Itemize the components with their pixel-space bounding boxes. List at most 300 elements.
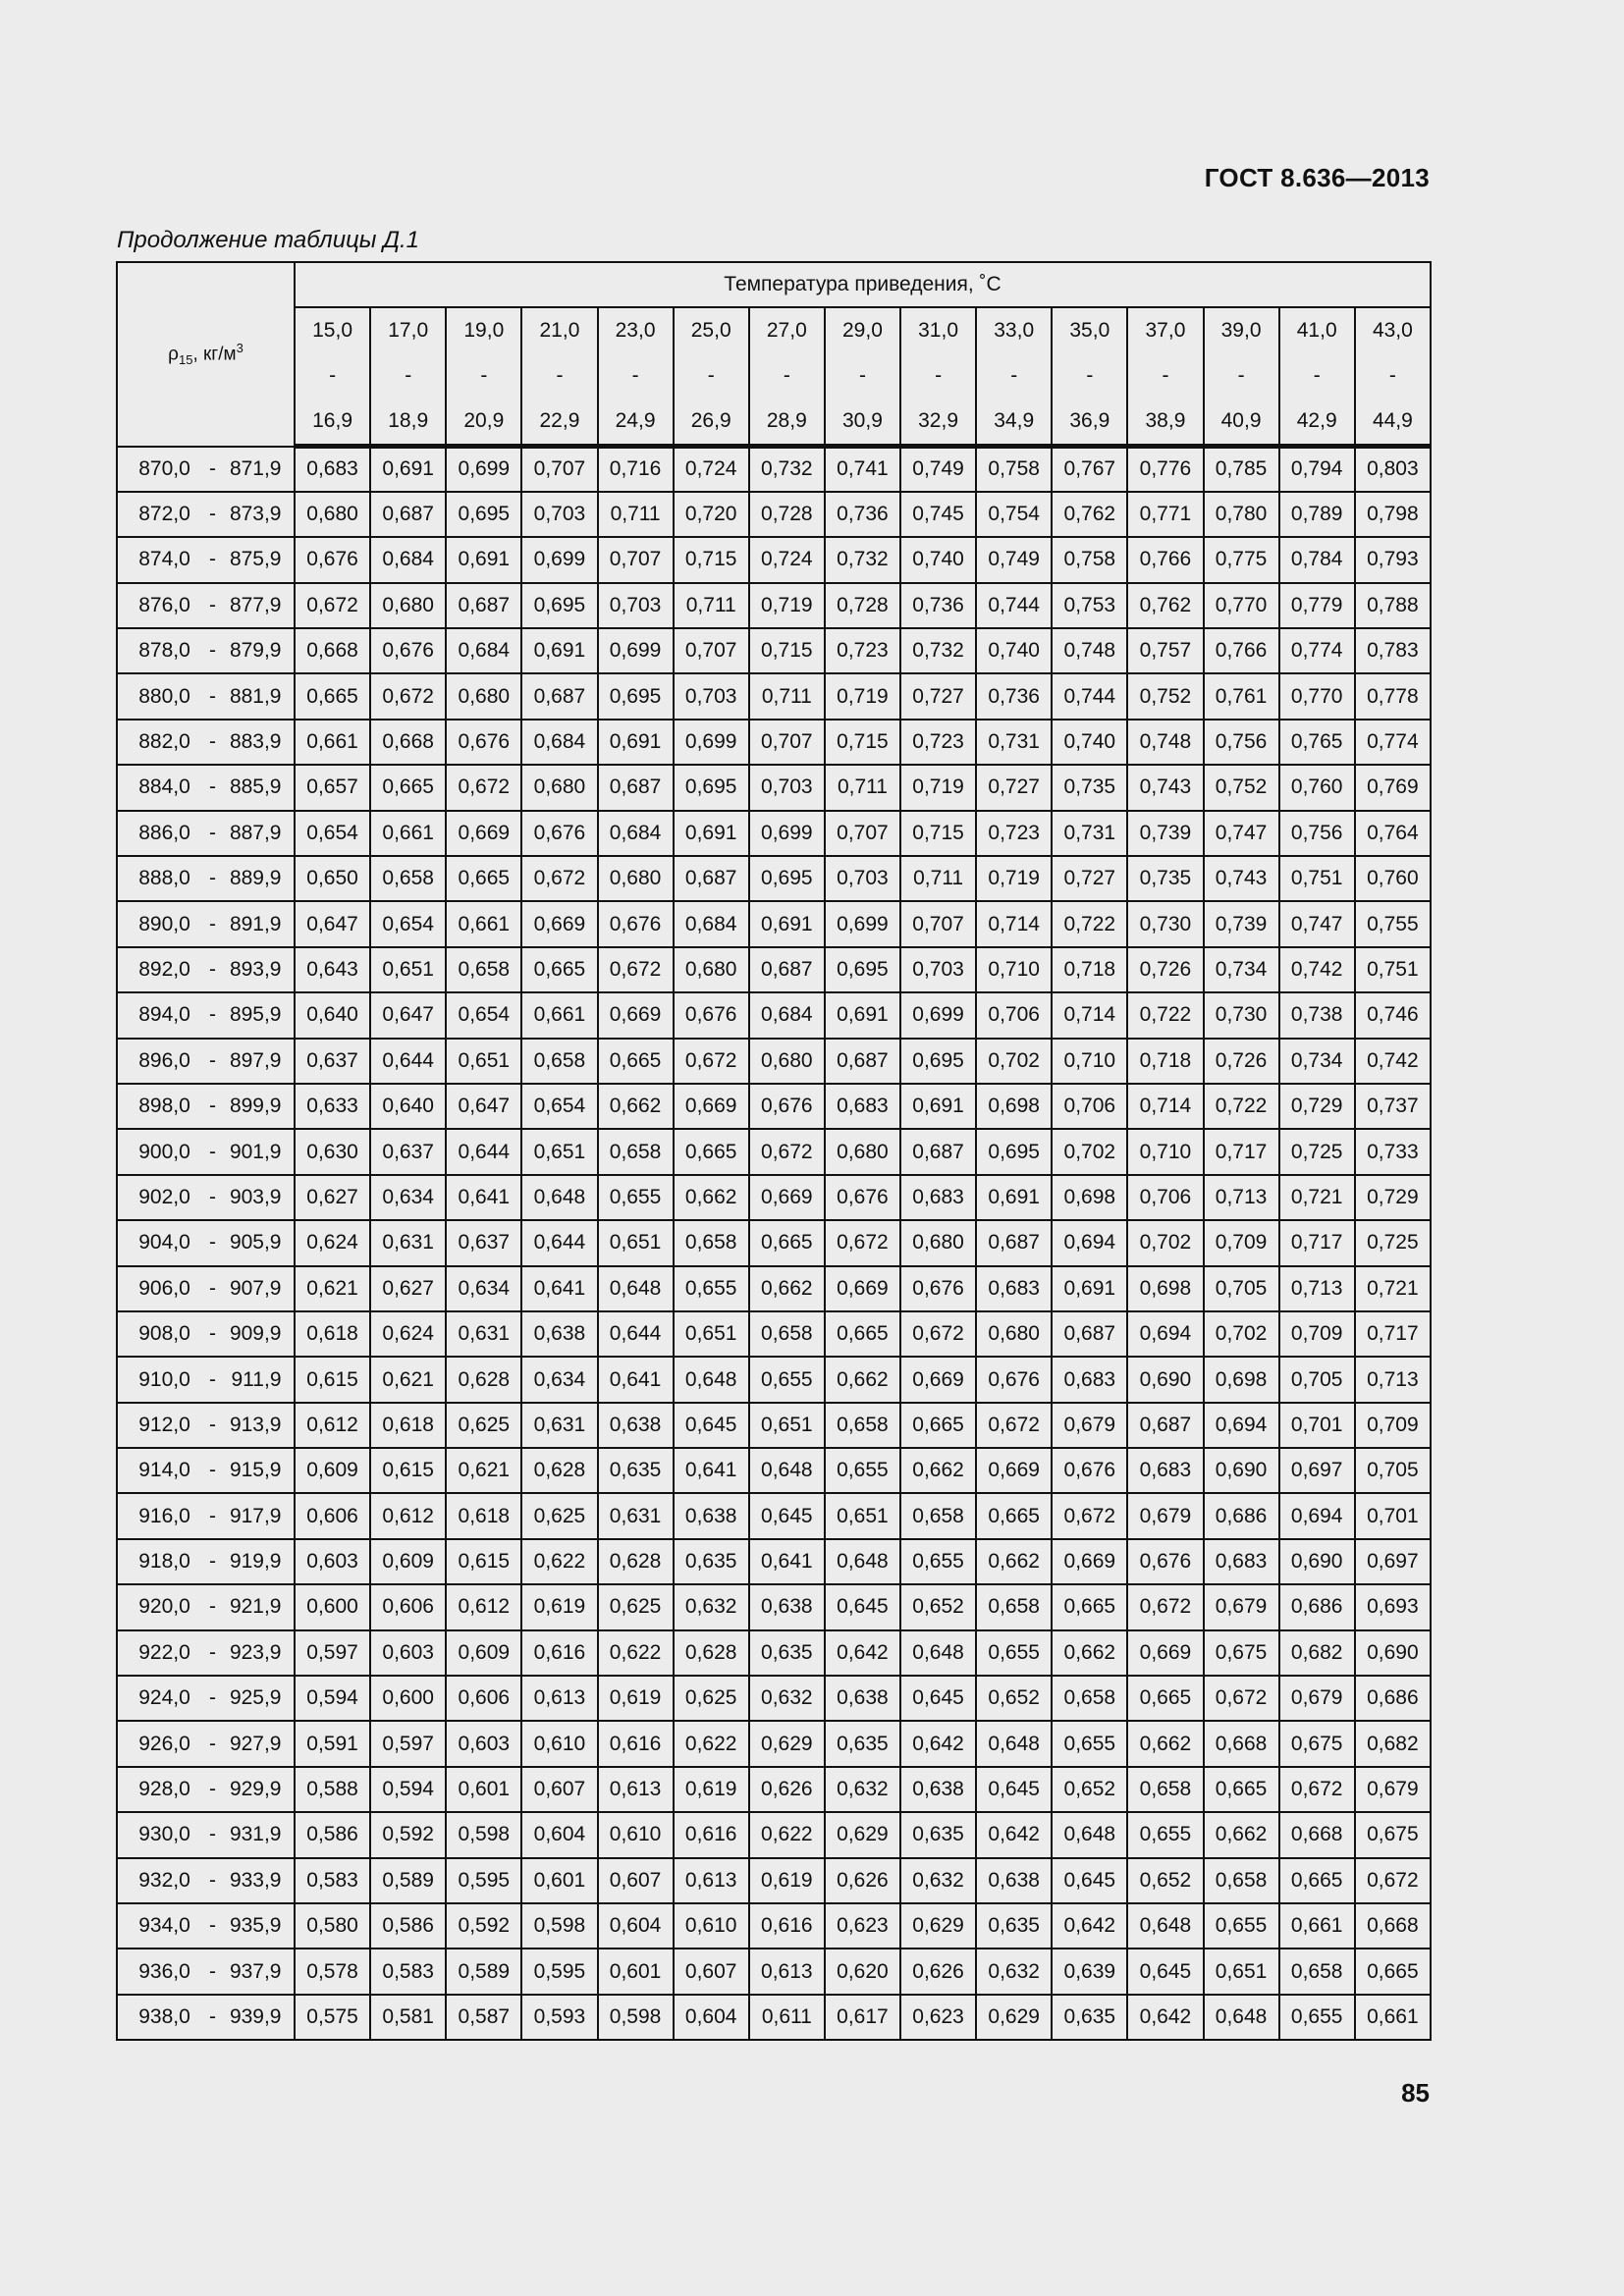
table-cell: 0,603 bbox=[446, 1721, 521, 1766]
table-cell: 0,668 bbox=[1355, 1903, 1431, 1949]
density-range-cell bbox=[117, 583, 295, 628]
table-cell: 0,595 bbox=[446, 1858, 521, 1903]
table-cell: 0,699 bbox=[521, 537, 597, 582]
table-cell: 0,695 bbox=[825, 947, 900, 992]
table-cell: 0,606 bbox=[446, 1676, 521, 1721]
table-cell: 0,679 bbox=[1355, 1767, 1431, 1812]
table-cell: 0,622 bbox=[598, 1630, 674, 1676]
density-range-start: 890,0 bbox=[138, 912, 190, 935]
table-cell: 0,638 bbox=[521, 1311, 597, 1357]
density-range-cell bbox=[117, 1403, 295, 1448]
table-cell: 0,715 bbox=[674, 537, 749, 582]
table-cell: 0,676 bbox=[295, 537, 370, 582]
table-cell: 0,648 bbox=[1127, 1903, 1203, 1949]
table-cell: 0,747 bbox=[1279, 901, 1355, 946]
table-cell: 0,642 bbox=[1052, 1903, 1127, 1949]
table-cell: 0,765 bbox=[1279, 720, 1355, 765]
density-range-start: 892,0 bbox=[138, 957, 190, 981]
table-cell: 0,754 bbox=[976, 492, 1052, 537]
table-cell: 0,687 bbox=[370, 492, 446, 537]
table-cell: 0,657 bbox=[295, 765, 370, 810]
table-cell: 0,658 bbox=[825, 1403, 900, 1448]
table-cell: 0,665 bbox=[976, 1493, 1052, 1538]
table-cell: 0,748 bbox=[1127, 720, 1203, 765]
table-cell: 0,637 bbox=[295, 1039, 370, 1084]
table-cell: 0,635 bbox=[825, 1721, 900, 1766]
density-range-dash: - bbox=[209, 1914, 216, 1938]
table-cell: 0,756 bbox=[1204, 720, 1279, 765]
table-cell: 0,707 bbox=[674, 628, 749, 673]
table-cell: 0,643 bbox=[295, 947, 370, 992]
table-cell: 0,648 bbox=[598, 1266, 674, 1311]
density-range-end: 883,9 bbox=[229, 730, 282, 754]
table-cell: 0,684 bbox=[674, 901, 749, 946]
table-cell: 0,647 bbox=[446, 1084, 521, 1129]
table-cell: 0,727 bbox=[1052, 856, 1127, 901]
density-range-dash: - bbox=[209, 684, 216, 708]
table-row bbox=[117, 1039, 1431, 1084]
table-cell: 0,711 bbox=[674, 583, 749, 628]
table-cell: 0,711 bbox=[749, 673, 825, 719]
table-cell: 0,609 bbox=[446, 1630, 521, 1676]
range-end: 42,9 bbox=[1296, 409, 1337, 432]
range-start: 29,0 bbox=[842, 319, 883, 342]
table-cell: 0,632 bbox=[976, 1949, 1052, 1994]
range-dash: - bbox=[1086, 364, 1094, 387]
table-cell: 0,640 bbox=[370, 1084, 446, 1129]
table-cell: 0,717 bbox=[1355, 1311, 1431, 1357]
table-cell: 0,624 bbox=[295, 1220, 370, 1265]
table-cell: 0,625 bbox=[521, 1493, 597, 1538]
table-cell: 0,687 bbox=[598, 765, 674, 810]
table-row bbox=[117, 492, 1431, 537]
table-cell: 0,640 bbox=[295, 992, 370, 1038]
temperature-range-header bbox=[295, 307, 370, 447]
table-cell: 0,701 bbox=[1279, 1403, 1355, 1448]
range-end: 26,9 bbox=[690, 409, 731, 432]
table-row bbox=[117, 673, 1431, 719]
range-end: 24,9 bbox=[615, 409, 656, 432]
density-range-cell bbox=[117, 1357, 295, 1402]
table-cell: 0,776 bbox=[1127, 447, 1203, 492]
table-row bbox=[117, 1812, 1431, 1857]
table-cell: 0,711 bbox=[900, 856, 976, 901]
table-cell: 0,625 bbox=[598, 1584, 674, 1629]
table-cell: 0,687 bbox=[749, 947, 825, 992]
table-cell: 0,672 bbox=[674, 1039, 749, 1084]
temperature-range-header bbox=[446, 307, 521, 447]
density-range-end: 929,9 bbox=[229, 1778, 282, 1801]
density-range-end: 879,9 bbox=[229, 639, 282, 663]
table-row bbox=[117, 583, 1431, 628]
table-cell: 0,766 bbox=[1204, 628, 1279, 673]
table-cell: 0,669 bbox=[1052, 1539, 1127, 1584]
density-range-end: 887,9 bbox=[229, 821, 282, 844]
density-range-cell bbox=[117, 1721, 295, 1766]
density-range-start: 900,0 bbox=[138, 1140, 190, 1163]
table-cell: 0,769 bbox=[1355, 765, 1431, 810]
document-header: ГОСТ 8.636—2013 bbox=[1204, 163, 1430, 192]
table-cell: 0,788 bbox=[1355, 583, 1431, 628]
table-cell: 0,756 bbox=[1279, 811, 1355, 856]
temperature-ranges-row bbox=[117, 307, 1431, 447]
table-cell: 0,676 bbox=[446, 720, 521, 765]
table-cell: 0,645 bbox=[674, 1403, 749, 1448]
table-cell: 0,691 bbox=[825, 992, 900, 1038]
density-range-cell bbox=[117, 1584, 295, 1629]
table-cell: 0,651 bbox=[598, 1220, 674, 1265]
table-cell: 0,687 bbox=[1052, 1311, 1127, 1357]
table-cell: 0,690 bbox=[1204, 1448, 1279, 1493]
table-cell: 0,597 bbox=[370, 1721, 446, 1766]
density-range-end: 893,9 bbox=[229, 957, 282, 981]
table-cell: 0,628 bbox=[598, 1539, 674, 1584]
density-range-start: 882,0 bbox=[138, 730, 190, 754]
density-range-start: 936,0 bbox=[138, 1959, 190, 1983]
table-cell: 0,665 bbox=[674, 1129, 749, 1174]
density-range-dash: - bbox=[209, 1413, 216, 1436]
density-range-dash: - bbox=[209, 1276, 216, 1300]
table-row bbox=[117, 720, 1431, 765]
table-cell: 0,691 bbox=[598, 720, 674, 765]
table-cell: 0,695 bbox=[749, 856, 825, 901]
table-row bbox=[117, 1129, 1431, 1174]
range-end: 38,9 bbox=[1145, 409, 1186, 432]
table-cell: 0,648 bbox=[1204, 1995, 1279, 2040]
temperature-range-header bbox=[521, 307, 597, 447]
table-cell: 0,680 bbox=[900, 1220, 976, 1265]
table-cell: 0,722 bbox=[1204, 1084, 1279, 1129]
table-row bbox=[117, 1357, 1431, 1402]
table-cell: 0,699 bbox=[674, 720, 749, 765]
table-cell: 0,679 bbox=[1127, 1493, 1203, 1538]
table-cell: 0,710 bbox=[976, 947, 1052, 992]
table-cell: 0,654 bbox=[295, 811, 370, 856]
table-cell: 0,637 bbox=[370, 1129, 446, 1174]
table-cell: 0,658 bbox=[674, 1220, 749, 1265]
table-cell: 0,724 bbox=[674, 447, 749, 492]
table-cell: 0,642 bbox=[1127, 1995, 1203, 2040]
table-cell: 0,641 bbox=[521, 1266, 597, 1311]
table-cell: 0,691 bbox=[674, 811, 749, 856]
table-row bbox=[117, 1220, 1431, 1265]
table-cell: 0,655 bbox=[900, 1539, 976, 1584]
density-range-end: 913,9 bbox=[229, 1413, 282, 1436]
table-cell: 0,581 bbox=[370, 1995, 446, 2040]
table-cell: 0,619 bbox=[749, 1858, 825, 1903]
table-cell: 0,638 bbox=[598, 1403, 674, 1448]
table-cell: 0,632 bbox=[749, 1676, 825, 1721]
range-dash: - bbox=[480, 364, 488, 387]
density-range-start: 910,0 bbox=[138, 1367, 190, 1391]
table-cell: 0,651 bbox=[749, 1403, 825, 1448]
density-range-dash: - bbox=[209, 1367, 216, 1391]
density-range-dash: - bbox=[209, 548, 216, 571]
table-cell: 0,697 bbox=[1279, 1448, 1355, 1493]
table-cell: 0,694 bbox=[1052, 1220, 1127, 1265]
table-cell: 0,778 bbox=[1355, 673, 1431, 719]
table-cell: 0,616 bbox=[598, 1721, 674, 1766]
table-cell: 0,651 bbox=[825, 1493, 900, 1538]
table-cell: 0,710 bbox=[1127, 1129, 1203, 1174]
table-cell: 0,680 bbox=[521, 765, 597, 810]
table-cell: 0,658 bbox=[446, 947, 521, 992]
table-cell: 0,732 bbox=[749, 447, 825, 492]
density-range-cell bbox=[117, 1858, 295, 1903]
table-cell: 0,676 bbox=[825, 1175, 900, 1220]
density-range-dash: - bbox=[209, 1778, 216, 1801]
density-range-end: 909,9 bbox=[229, 1322, 282, 1346]
table-caption: Продолжение таблицы Д.1 bbox=[117, 227, 420, 253]
density-range-start: 934,0 bbox=[138, 1914, 190, 1938]
table-cell: 0,775 bbox=[1204, 537, 1279, 582]
table-cell: 0,675 bbox=[1204, 1630, 1279, 1676]
range-start: 31,0 bbox=[918, 319, 958, 342]
table-cell: 0,728 bbox=[749, 492, 825, 537]
table-cell: 0,625 bbox=[674, 1676, 749, 1721]
density-range-end: 911,9 bbox=[231, 1367, 282, 1391]
table-row bbox=[117, 1995, 1431, 2040]
density-range-start: 872,0 bbox=[138, 503, 190, 526]
table-cell: 0,647 bbox=[370, 992, 446, 1038]
density-range-start: 898,0 bbox=[138, 1095, 190, 1118]
table-row bbox=[117, 992, 1431, 1038]
table-row bbox=[117, 537, 1431, 582]
table-cell: 0,638 bbox=[825, 1676, 900, 1721]
density-range-dash: - bbox=[209, 1823, 216, 1846]
table-cell: 0,699 bbox=[446, 447, 521, 492]
table-cell: 0,702 bbox=[1204, 1311, 1279, 1357]
table-cell: 0,672 bbox=[598, 947, 674, 992]
table-cell: 0,634 bbox=[370, 1175, 446, 1220]
table-cell: 0,706 bbox=[976, 992, 1052, 1038]
table-cell: 0,620 bbox=[825, 1949, 900, 1994]
density-range-start: 922,0 bbox=[138, 1640, 190, 1664]
table-cell: 0,669 bbox=[674, 1084, 749, 1129]
density-range-end: 877,9 bbox=[229, 593, 282, 616]
table-cell: 0,658 bbox=[1204, 1858, 1279, 1903]
density-range-cell bbox=[117, 1311, 295, 1357]
table-cell: 0,672 bbox=[370, 673, 446, 719]
table-cell: 0,771 bbox=[1127, 492, 1203, 537]
density-range-cell bbox=[117, 1767, 295, 1812]
table-cell: 0,676 bbox=[976, 1357, 1052, 1402]
table-cell: 0,593 bbox=[521, 1995, 597, 2040]
density-range-end: 907,9 bbox=[229, 1276, 282, 1300]
range-dash: - bbox=[858, 364, 866, 387]
table-cell: 0,774 bbox=[1355, 720, 1431, 765]
table-cell: 0,634 bbox=[521, 1357, 597, 1402]
table-cell: 0,625 bbox=[446, 1403, 521, 1448]
table-cell: 0,699 bbox=[598, 628, 674, 673]
range-end: 28,9 bbox=[766, 409, 807, 432]
table-cell: 0,665 bbox=[446, 856, 521, 901]
table-cell: 0,732 bbox=[900, 628, 976, 673]
density-range-dash: - bbox=[209, 1504, 216, 1527]
table-cell: 0,710 bbox=[1052, 1039, 1127, 1084]
range-dash: - bbox=[783, 364, 790, 387]
table-cell: 0,770 bbox=[1204, 583, 1279, 628]
table-cell: 0,794 bbox=[1279, 447, 1355, 492]
density-range-cell bbox=[117, 447, 295, 492]
density-range-start: 886,0 bbox=[138, 821, 190, 844]
table-cell: 0,780 bbox=[1204, 492, 1279, 537]
range-end: 40,9 bbox=[1220, 409, 1262, 432]
range-dash: - bbox=[631, 364, 639, 387]
table-cell: 0,731 bbox=[1052, 811, 1127, 856]
table-cell: 0,714 bbox=[1127, 1084, 1203, 1129]
table-cell: 0,618 bbox=[370, 1403, 446, 1448]
table-cell: 0,687 bbox=[521, 673, 597, 719]
density-range-dash: - bbox=[209, 912, 216, 935]
table-cell: 0,630 bbox=[295, 1129, 370, 1174]
table-cell: 0,686 bbox=[1204, 1493, 1279, 1538]
density-range-dash: - bbox=[209, 1550, 216, 1574]
table-cell: 0,699 bbox=[900, 992, 976, 1038]
table-cell: 0,702 bbox=[976, 1039, 1052, 1084]
density-range-dash: - bbox=[209, 821, 216, 844]
temperature-range-header bbox=[1355, 307, 1431, 447]
table-cell: 0,668 bbox=[1279, 1812, 1355, 1857]
table-cell: 0,658 bbox=[1052, 1676, 1127, 1721]
density-range-dash: - bbox=[209, 1003, 216, 1027]
table-cell: 0,691 bbox=[446, 537, 521, 582]
table-cell: 0,612 bbox=[295, 1403, 370, 1448]
table-cell: 0,715 bbox=[900, 811, 976, 856]
table-cell: 0,691 bbox=[370, 447, 446, 492]
density-range-cell bbox=[117, 1630, 295, 1676]
table-cell: 0,718 bbox=[1052, 947, 1127, 992]
table-cell: 0,601 bbox=[446, 1767, 521, 1812]
range-dash: - bbox=[329, 364, 337, 387]
table-cell: 0,672 bbox=[1204, 1676, 1279, 1721]
table-cell: 0,702 bbox=[1127, 1220, 1203, 1265]
table-cell: 0,695 bbox=[521, 583, 597, 628]
table-cell: 0,697 bbox=[1355, 1539, 1431, 1584]
range-start: 41,0 bbox=[1296, 319, 1337, 342]
range-start: 21,0 bbox=[539, 319, 580, 342]
density-range-end: 923,9 bbox=[229, 1640, 282, 1664]
density-range-cell bbox=[117, 1903, 295, 1949]
table-cell: 0,676 bbox=[1127, 1539, 1203, 1584]
table-cell: 0,658 bbox=[1279, 1949, 1355, 1994]
table-body bbox=[117, 447, 1431, 2041]
density-range-cell bbox=[117, 1175, 295, 1220]
table-cell: 0,632 bbox=[674, 1584, 749, 1629]
table-cell: 0,672 bbox=[825, 1220, 900, 1265]
table-cell: 0,680 bbox=[749, 1039, 825, 1084]
temperature-range-header bbox=[900, 307, 976, 447]
table-cell: 0,683 bbox=[295, 447, 370, 492]
table-cell: 0,645 bbox=[1127, 1949, 1203, 1994]
density-range-cell bbox=[117, 1949, 295, 1994]
range-dash: - bbox=[405, 364, 412, 387]
density-range-cell bbox=[117, 1676, 295, 1721]
table-cell: 0,672 bbox=[295, 583, 370, 628]
table-cell: 0,676 bbox=[598, 901, 674, 946]
table-cell: 0,684 bbox=[521, 720, 597, 765]
density-range-start: 920,0 bbox=[138, 1595, 190, 1619]
table-cell: 0,690 bbox=[1279, 1539, 1355, 1584]
table-cell: 0,695 bbox=[446, 492, 521, 537]
table-cell: 0,740 bbox=[900, 537, 976, 582]
table-cell: 0,683 bbox=[900, 1175, 976, 1220]
table-cell: 0,594 bbox=[370, 1767, 446, 1812]
density-range-start: 928,0 bbox=[138, 1778, 190, 1801]
table-cell: 0,699 bbox=[825, 901, 900, 946]
density-range-end: 925,9 bbox=[229, 1686, 282, 1710]
table-cell: 0,739 bbox=[1127, 811, 1203, 856]
table-cell: 0,722 bbox=[1052, 901, 1127, 946]
table-cell: 0,669 bbox=[521, 901, 597, 946]
range-start: 33,0 bbox=[994, 319, 1035, 342]
table-row bbox=[117, 1903, 1431, 1949]
table-cell: 0,751 bbox=[1279, 856, 1355, 901]
table-cell: 0,645 bbox=[900, 1676, 976, 1721]
table-cell: 0,647 bbox=[295, 901, 370, 946]
table-cell: 0,672 bbox=[900, 1311, 976, 1357]
table-cell: 0,698 bbox=[1204, 1357, 1279, 1402]
table-cell: 0,779 bbox=[1279, 583, 1355, 628]
table-cell: 0,615 bbox=[295, 1357, 370, 1402]
table-cell: 0,669 bbox=[900, 1357, 976, 1402]
table-row bbox=[117, 1084, 1431, 1129]
table-cell: 0,676 bbox=[674, 992, 749, 1038]
range-dash: - bbox=[1162, 364, 1169, 387]
table-cell: 0,651 bbox=[1204, 1949, 1279, 1994]
table-cell: 0,628 bbox=[521, 1448, 597, 1493]
range-dash: - bbox=[935, 364, 943, 387]
density-range-dash: - bbox=[209, 1732, 216, 1755]
density-range-dash: - bbox=[209, 1048, 216, 1072]
table-cell: 0,578 bbox=[295, 1949, 370, 1994]
table-cell: 0,682 bbox=[1279, 1630, 1355, 1676]
table-cell: 0,661 bbox=[1279, 1903, 1355, 1949]
table-cell: 0,687 bbox=[1127, 1403, 1203, 1448]
table-cell: 0,676 bbox=[521, 811, 597, 856]
table-cell: 0,662 bbox=[825, 1357, 900, 1402]
density-range-dash: - bbox=[209, 1595, 216, 1619]
density-range-dash: - bbox=[209, 593, 216, 616]
table-cell: 0,734 bbox=[1279, 1039, 1355, 1084]
density-range-start: 930,0 bbox=[138, 1823, 190, 1846]
density-range-start: 896,0 bbox=[138, 1048, 190, 1072]
density-range-start: 874,0 bbox=[138, 548, 190, 571]
density-temperature-table bbox=[116, 261, 1432, 2041]
density-range-start: 880,0 bbox=[138, 684, 190, 708]
density-range-cell bbox=[117, 992, 295, 1038]
density-range-end: 871,9 bbox=[229, 456, 282, 480]
table-cell: 0,703 bbox=[598, 583, 674, 628]
density-range-cell bbox=[117, 720, 295, 765]
table-cell: 0,637 bbox=[446, 1220, 521, 1265]
table-cell: 0,662 bbox=[674, 1175, 749, 1220]
density-range-cell bbox=[117, 947, 295, 992]
table-cell: 0,655 bbox=[749, 1357, 825, 1402]
density-range-dash: - bbox=[209, 1185, 216, 1208]
table-cell: 0,707 bbox=[900, 901, 976, 946]
table-cell: 0,651 bbox=[521, 1129, 597, 1174]
table-cell: 0,644 bbox=[370, 1039, 446, 1084]
density-range-start: 914,0 bbox=[138, 1459, 190, 1482]
table-row bbox=[117, 1949, 1431, 1994]
table-cell: 0,631 bbox=[370, 1220, 446, 1265]
table-cell: 0,665 bbox=[1355, 1949, 1431, 1994]
table-cell: 0,661 bbox=[370, 811, 446, 856]
table-cell: 0,622 bbox=[674, 1721, 749, 1766]
density-range-cell bbox=[117, 1539, 295, 1584]
table-cell: 0,669 bbox=[446, 811, 521, 856]
